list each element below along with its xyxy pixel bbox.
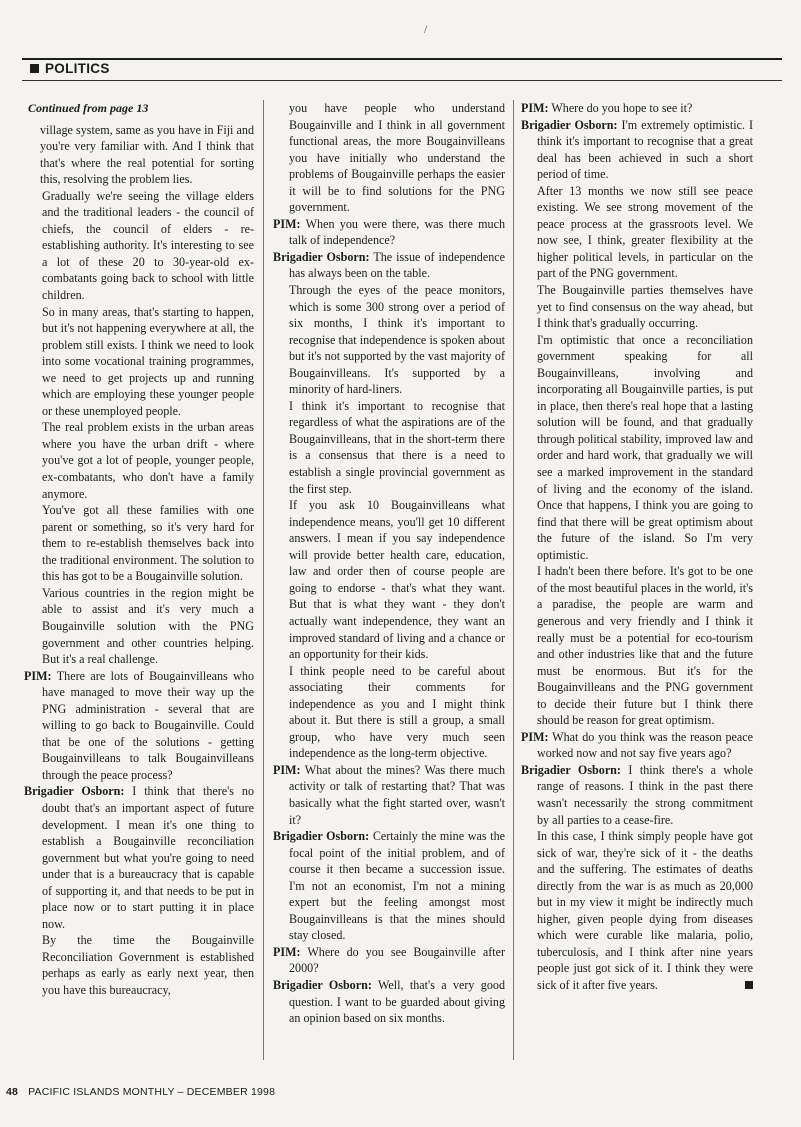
answer-paragraph	[273, 249, 505, 282]
body-paragraph	[273, 398, 505, 497]
body-paragraph	[273, 663, 505, 762]
continued-from-note: Continued from page 13	[28, 101, 149, 115]
body-paragraph	[273, 282, 505, 398]
paragraph-text: Certainly the mine was the focal point of the initial problem, and of course it then became a succession issue. I'm not an economist, I'm not a mining expert but the feeling amongst most Bougainvilleans is that the mines should stay closed.	[289, 829, 505, 943]
paragraph-text: You've got all these families with one parent or something, so it's very hard for them to re-establish themselves back into the traditional environment. The solution to this has got to be a Bougainville solution.	[42, 503, 254, 584]
speaker-label: Brigadier Osborn:	[273, 977, 372, 992]
speaker-label: Brigadier Osborn:	[273, 829, 370, 844]
body-paragraph	[24, 932, 254, 998]
body-paragraph	[24, 122, 254, 188]
body-paragraph	[521, 828, 753, 993]
paragraph-text: By the time the Bougainville Reconciliation Government is established perhaps as early as early next year, then you have this bureaucracy,	[42, 933, 254, 997]
question-paragraph	[273, 944, 505, 977]
question-paragraph	[273, 762, 505, 828]
answer-paragraph	[521, 762, 753, 828]
publication-line: PACIFIC ISLANDS MONTHLY – DECEMBER 1998	[28, 1086, 276, 1098]
speaker-label: PIM:	[273, 944, 301, 959]
body-paragraph	[24, 502, 254, 585]
print-tick-mark: /	[424, 22, 428, 36]
speaker-label: Brigadier Osborn:	[521, 117, 618, 132]
paragraph-text: I think it's important to recognise that regardless of what the aspirations are of the Bougainvilleans, that in the short-term there is a consensus that there is a need to establish a single provincial government as the first step.	[289, 398, 505, 496]
paragraph-text: Through the eyes of the peace monitors, which is some 300 strong over a period of six months, I think it's important to recognise that independence is spoken about but it's not supported by the vast majority of Bougainvilleans. It's supported by a minority of hard-liners.	[289, 283, 505, 397]
body-paragraph	[24, 585, 254, 668]
answer-paragraph	[24, 783, 254, 932]
body-paragraph	[521, 282, 753, 332]
header-rule-bottom	[22, 80, 782, 81]
speaker-label: PIM:	[273, 762, 301, 777]
paragraph-text: you have people who understand Bougainville and I think in all government functional areas, the more Bougainvilleans you have initially who understand the problems of Bougainville perhaps the easier it will be to find solutions for the PNG government.	[289, 101, 505, 215]
question-paragraph	[521, 729, 753, 762]
body-paragraph	[521, 183, 753, 282]
question-paragraph	[24, 668, 254, 784]
article-column-1	[24, 100, 254, 1060]
paragraph-text: Where do you hope to see it?	[548, 101, 693, 115]
paragraph-text: If you ask 10 Bougainvilleans what independence means, you'll get 10 different answers. I mean if you say independence will provide better health care, education, law and order then of course people are going to endorse - that's what they want. But that is what they want - they don't actually want independence, they want an improved standard of living and a chance or an opportunity for their kids.	[289, 498, 505, 662]
section-title: POLITICS	[45, 61, 110, 76]
paragraph-text: I think there's a whole range of reasons. I think in the past there wasn't necessarily the strong commitment by all parties to a cease-fire.	[537, 762, 753, 827]
body-paragraph	[273, 497, 505, 662]
article-column-2	[273, 100, 505, 1060]
header-rule-top	[22, 58, 782, 60]
speaker-label: Brigadier Osborn:	[24, 784, 125, 799]
paragraph-text: The real problem exists in the urban areas where you have the urban drift - where you've got a lot of people, younger people, ex-combatants, who don't have a family anymore.	[42, 420, 254, 501]
paragraph-text: Well, that's a very good question. I want to be guarded about giving an opinion based on six months.	[289, 977, 505, 1026]
body-paragraph	[24, 419, 254, 502]
body-paragraph	[24, 188, 254, 304]
paragraph-text: I think that there's no doubt that's an important aspect of future development. I mean it's one thing to establish a Bougainville reconciliation government but what you're going to need under that is a bureaucracy that is capable of supporting it, and that needs to be put in place now or to start putting it in place now.	[42, 784, 254, 931]
paragraph-text: There are lots of Bougainvilleans who have managed to move their way up the PNG administration - several that are willing to go back to Bougainville. Could that be one of the solutions - getting Bougainvilleans to talk Bougainvilleans through the peace process?	[42, 668, 254, 782]
paragraph-text: So in many areas, that's starting to happen, but it's not happening everywhere at all, the problem still exists. I think we need to look into some vocational training programmes, we need to get projects up and running which are employing these younger people or these unemployed people.	[42, 304, 254, 418]
paragraph-text: In this case, I think simply people have got sick of war, they're sick of it - the deaths and the suffering. The estimates of deaths directly from the war is as much as 20,000 but in my view it might be indirectly much higher, given people dying from diseases which were curable like malaria, polio, tuberculosis, and I think after nine years people just got sick of it. I think they were sick of it after five years.	[537, 829, 753, 992]
speaker-label: PIM:	[521, 729, 549, 744]
body-paragraph	[521, 332, 753, 564]
speaker-label: PIM:	[273, 216, 301, 231]
section-header	[30, 61, 110, 76]
paragraph-text: Various countries in the region might be able to assist and it's very much a Bougainville solution with the PNG government and other countries helping. But it's a real challenge.	[42, 585, 254, 667]
paragraph-text: After 13 months we now still see peace existing. We see strong movement of the peace process at the grassroots level. We now see, I think, greater flexibility at the higher political levels, in particular on the part of the PNG government.	[537, 183, 753, 281]
paragraph-text: I'm extremely optimistic. I think it's important to recognise that a great deal has been achieved in such a short period of time.	[537, 117, 753, 182]
body-paragraph	[273, 100, 505, 216]
body-paragraph	[24, 304, 254, 420]
answer-paragraph	[273, 828, 505, 944]
end-of-article-icon	[745, 981, 753, 989]
question-paragraph	[521, 100, 753, 117]
paragraph-text: I think people need to be careful about associating their comments for independence as you and I might think about it. But there is still a group, a small group, who have very much seen independence as the long-term objective.	[289, 663, 505, 761]
paragraph-text: village system, same as you have in Fiji and you're very familiar with. And I think that that's where the real potential for sorting this, resolving the problem lies.	[40, 122, 254, 187]
speaker-label: Brigadier Osborn:	[521, 762, 621, 777]
page-footer	[6, 1086, 275, 1098]
speaker-label: Brigadier Osborn:	[273, 249, 370, 264]
paragraph-text: When you were there, was there much talk of independence?	[289, 216, 505, 248]
paragraph-text: I'm optimistic that once a reconciliation government speaking for all Bougainvilleans, involving and incorporating all Bougainville parties, is put in place, then there's real hope that a lasting solution will be found, and that gradually through political stability, improved law and order and hard work, that gradually we will see a marked improvement in the standard of living and the economy of the island. Once that happens, I think you are going to find that there will be great optimism about the future of the island. So I'm very optimistic.	[537, 332, 753, 562]
paragraph-text: What about the mines? Was there much activity or talk of restarting that? That was basically what the fight started over, wasn't it?	[289, 762, 505, 827]
column-divider	[263, 100, 264, 1060]
body-paragraph	[521, 563, 753, 728]
answer-paragraph	[521, 117, 753, 183]
paragraph-text: The Bougainville parties themselves have yet to find consensus on the way ahead, but I think that's gradually occurring.	[537, 283, 753, 331]
paragraph-text: The issue of independence has always been on the table.	[289, 249, 505, 281]
page-number: 48	[6, 1086, 19, 1098]
answer-paragraph	[273, 977, 505, 1027]
question-paragraph	[273, 216, 505, 249]
speaker-label: PIM:	[24, 668, 52, 683]
paragraph-text: I hadn't been there before. It's got to be one of the most beautiful places in the world, it's a paradise, the people are warm and generous and very friendly and I think it really must be a potential for eco-tourism and other industries like that and the future must be enormous. But it's for the Bougainvilleans and the PNG government to decide their future but I think there should be reason for great optimism.	[537, 564, 753, 728]
paragraph-text: Where do you see Bougainville after 2000?	[289, 944, 505, 976]
paragraph-text: What do you think was the reason peace worked now and not say five years ago?	[537, 729, 753, 761]
column-divider	[513, 100, 514, 1060]
square-bullet-icon	[30, 64, 39, 73]
paragraph-text: Gradually we're seeing the village elders and the traditional leaders - the council of chiefs, the council of elders - re-establishing authority. It's interesting to see a lot of these 20 to 30-year-old ex-combatants going back to school with little children.	[42, 188, 254, 303]
article-column-3	[521, 100, 753, 1060]
speaker-label: PIM:	[521, 101, 549, 115]
